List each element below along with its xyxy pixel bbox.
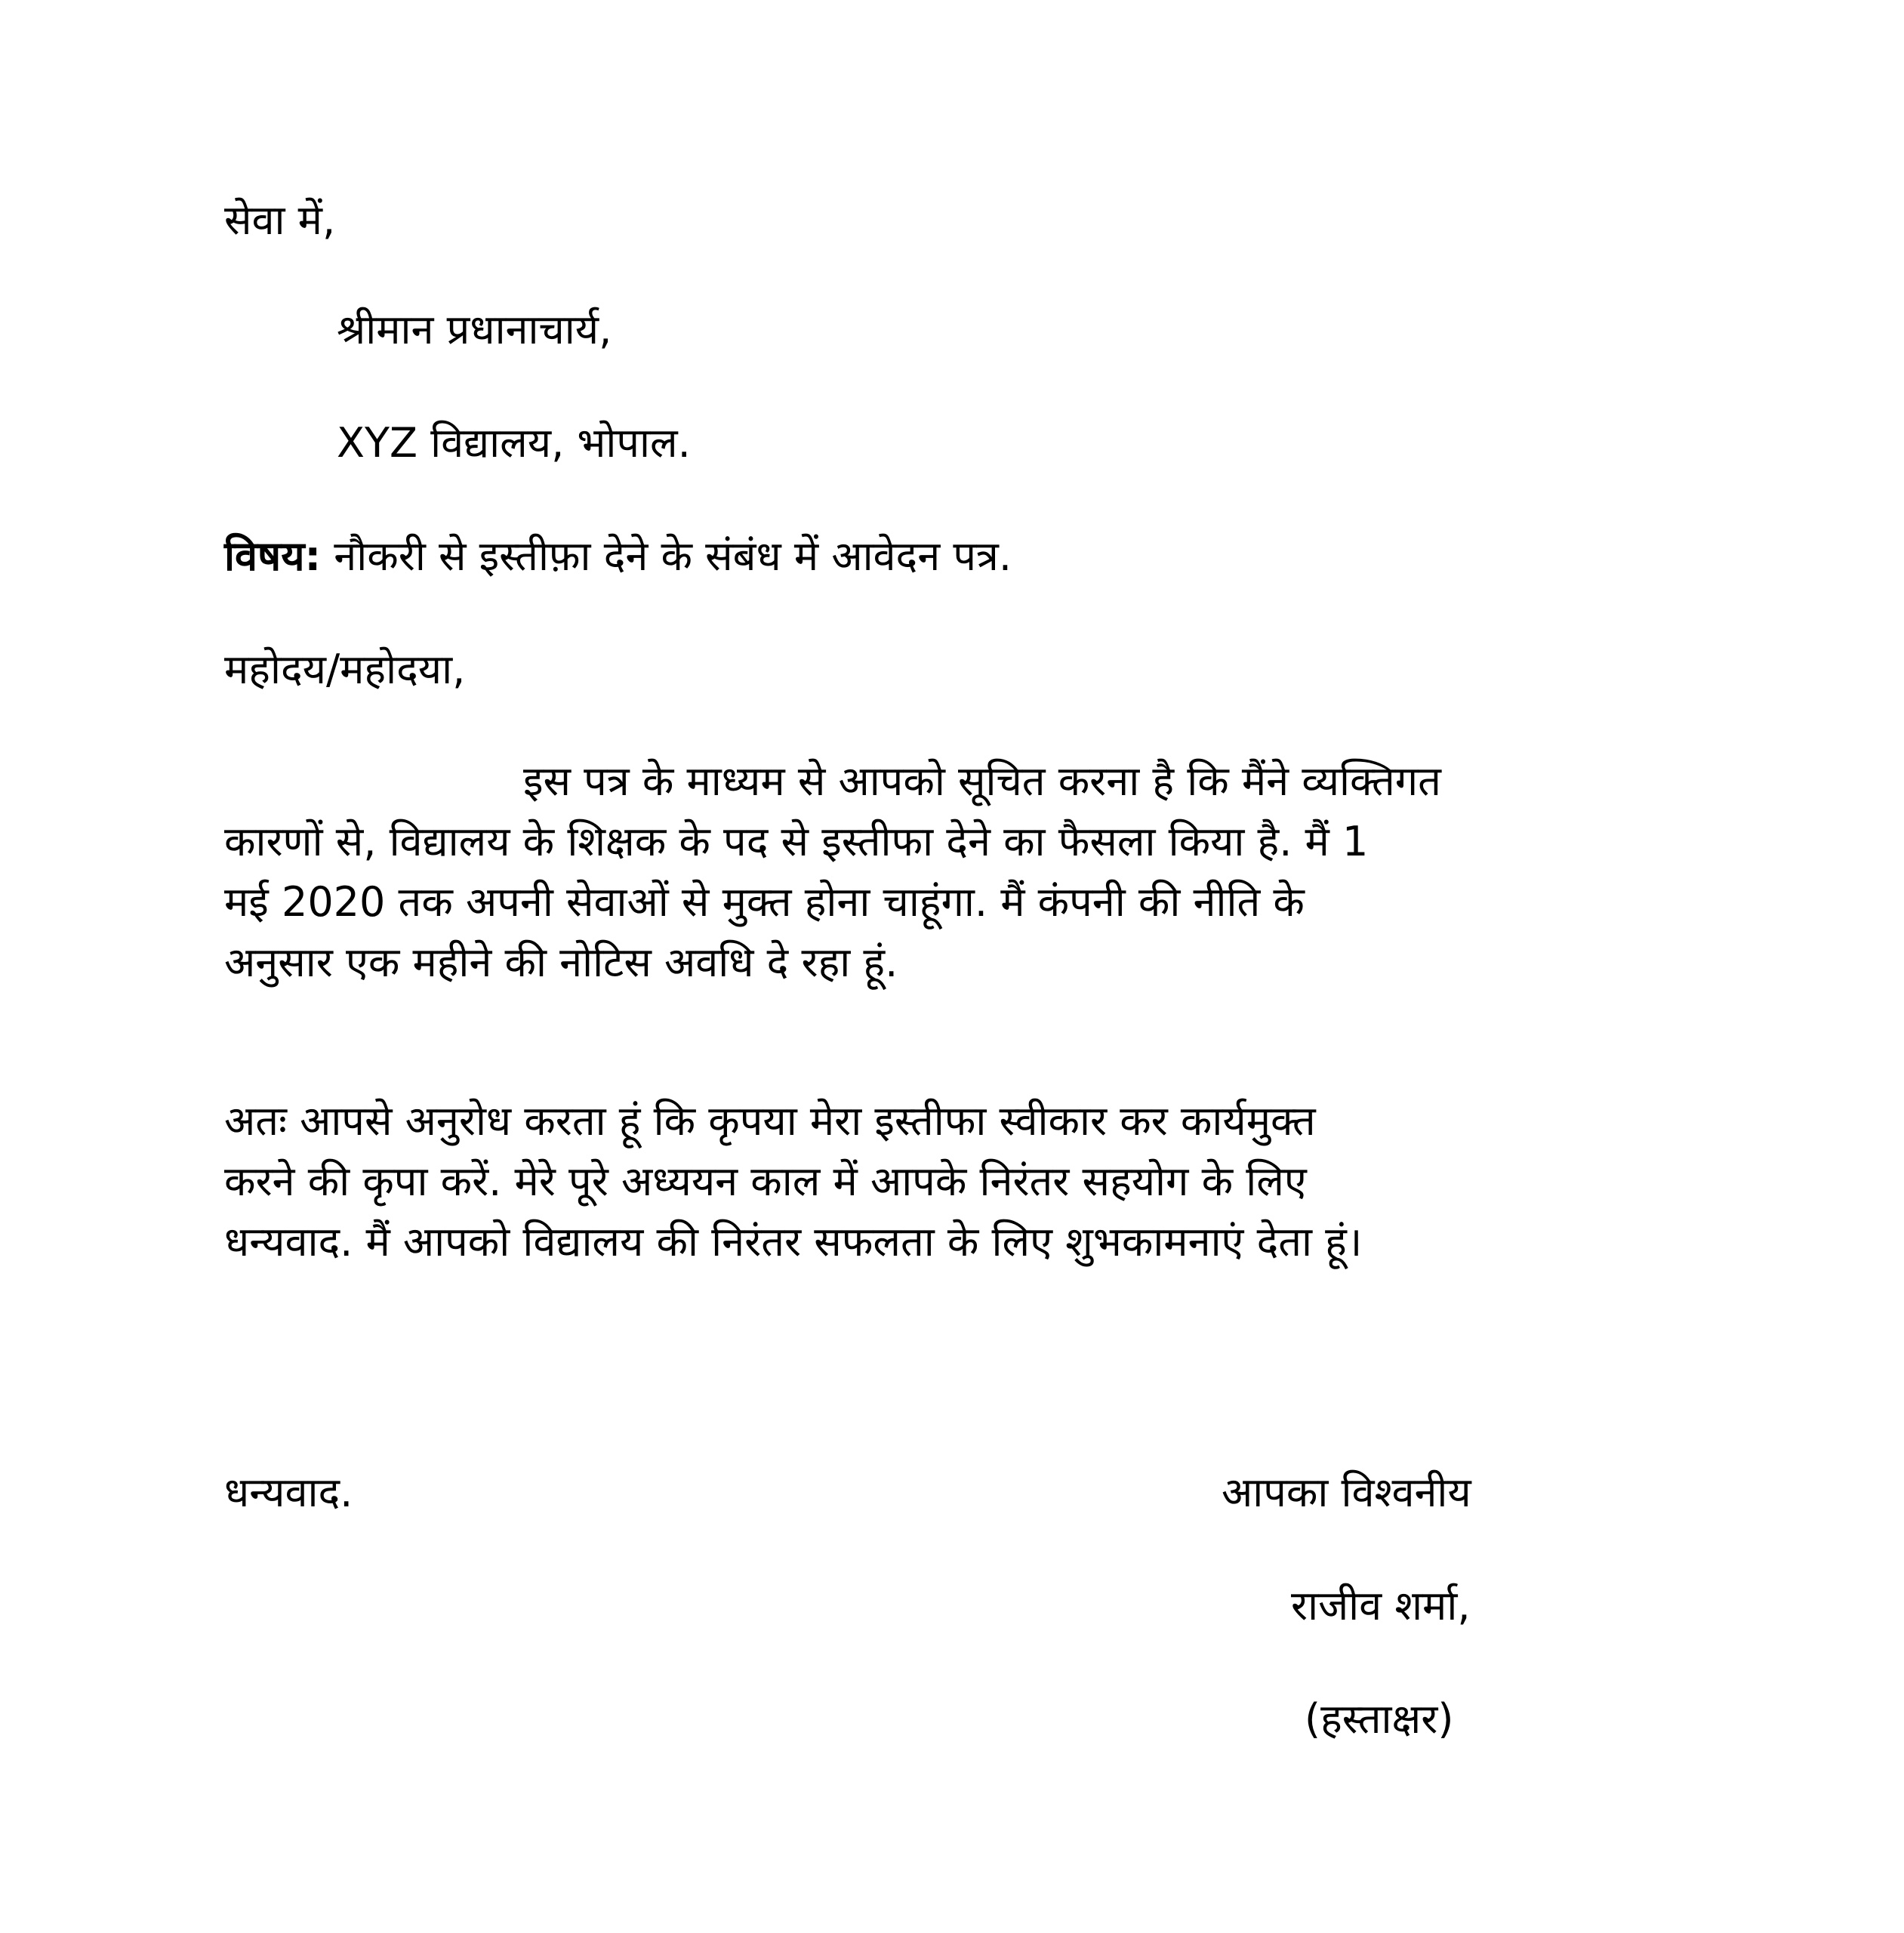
recipient-address: XYZ विद्यालय, भोपाल.: [337, 419, 691, 467]
sender-name: राजीव शर्मा,: [1291, 1582, 1471, 1629]
body-paragraph-1-line: कारणों से, विद्यालय के शिक्षक के पद से इस्तीफा देने का फैसला किया है. मैं 1: [224, 818, 1369, 865]
body-paragraph-1: [224, 751, 1689, 993]
subject-line: [224, 526, 1012, 587]
subject-text: नौकरी से इस्तीफ़ा देने के संबंध में आवेदन पत्र.: [321, 532, 1012, 580]
body-paragraph-1-line: इस पत्र के माध्यम से आपको सूचित करना है कि मैंने व्यक्तिगत: [523, 757, 1441, 805]
recipient-title: श्रीमान प्रधानाचार्य,: [337, 306, 612, 353]
body-paragraph-2-line: धन्यवाद. मैं आपको विद्यालय की निरंतर सफलता के लिए शुभकामनाएं देता हूं।: [224, 1218, 1363, 1266]
body-paragraph-1-line: मई 2020 तक अपनी सेवाओं से मुक्त होना चाहूंगा. मैं कंपनी की नीति के: [224, 878, 1305, 926]
closing-thanks: धन्यवाद.: [224, 1469, 353, 1516]
body-paragraph-2: [224, 1091, 1689, 1272]
salutation-to: सेवा में,: [224, 196, 336, 244]
subject-label: विषय:: [224, 532, 322, 580]
greeting: महोदय/महोदया,: [224, 646, 466, 693]
closing-regards: आपका विश्वनीय: [1222, 1469, 1471, 1516]
body-paragraph-2-line: अतः आपसे अनुरोध करता हूं कि कृपया मेरा इस्तीफा स्वीकार कर कार्यमुक्त: [224, 1097, 1316, 1145]
signature-label: (हस्ताक्षर): [1305, 1695, 1454, 1743]
body-paragraph-1-line: अनुसार एक महीने की नोटिस अवधि दे रहा हूं.: [224, 939, 898, 986]
body-paragraph-2-line: करने की कृपा करें. मेरे पूरे अध्ययन काल में आपके निरंतर सहयोग के लिए: [224, 1158, 1307, 1205]
